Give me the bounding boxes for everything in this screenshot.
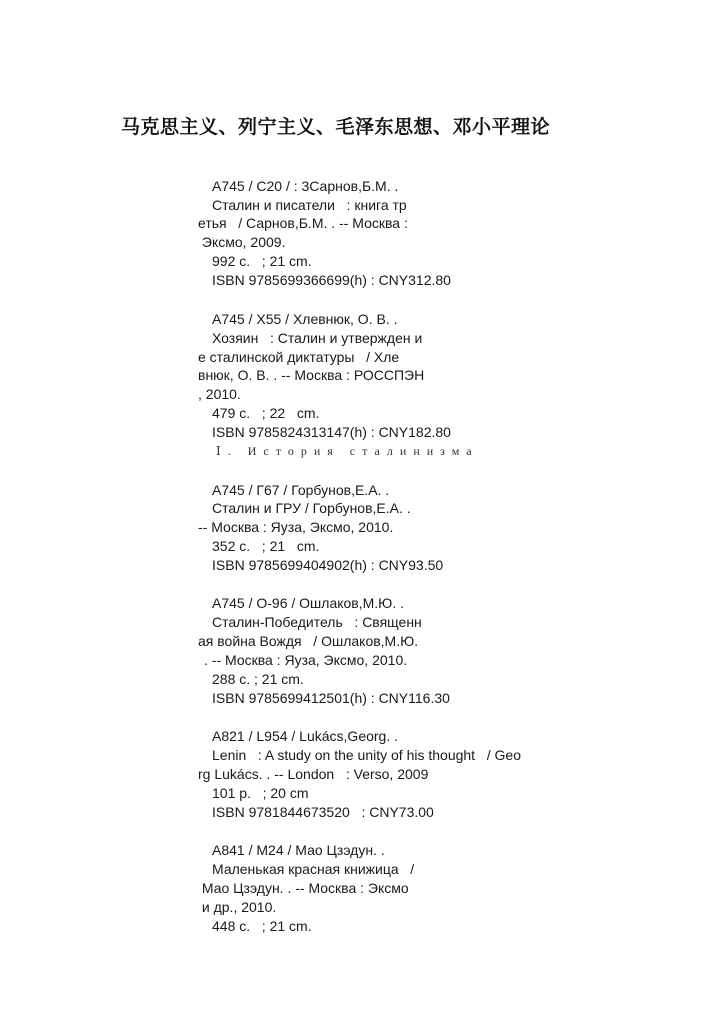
catalog-entry-isbn: ISBN 9785824313147(h) : CNY182.80: [212, 424, 451, 440]
catalog-entry-extent: 479 с. ; 22 cm.: [212, 405, 320, 421]
catalog-entry-title-cont: ая война Вождя / Ошлаков,М.Ю.: [198, 633, 419, 649]
catalog-entry-extent: 352 с. ; 21 cm.: [212, 538, 320, 554]
catalog-entry-isbn: ISBN 9785699404902(h) : CNY93.50: [212, 557, 444, 573]
catalog-entry-publisher: -- Москва : Яуза, Эксмо, 2010.: [198, 519, 394, 535]
catalog-entry-year: , 2010.: [198, 386, 241, 402]
catalog-entry-subject: Ⅰ. История сталинизма: [216, 444, 479, 458]
catalog-entry-title: Сталин и писатели : книга тр: [212, 197, 407, 213]
catalog-entry-extent: 992 с. ; 21 cm.: [212, 253, 312, 269]
catalog-entry-title-cont: етья / Сарнов,Б.М. . -- Москва :: [198, 215, 408, 231]
catalog-entry-author-publisher: внюк, О. В. . -- Москва : РОССПЭН: [198, 367, 425, 383]
catalog-entry-title: Сталин-Победитель : Священн: [212, 614, 422, 630]
catalog-entry-isbn: ISBN 9785699412501(h) : CNY116.30: [212, 690, 450, 706]
catalog-entry-title-cont: е сталинской диктатуры / Хле: [198, 349, 400, 365]
catalog-entry-publisher: Эксмо, 2009.: [198, 234, 286, 250]
catalog-entry-extent: 448 с. ; 21 cm.: [212, 918, 312, 934]
catalog-entry-author-publisher: Мао Цзэдун. . -- Москва : Эксмо: [198, 880, 409, 896]
catalog-entry-callnumber: A821 / L954 / Lukács,Georg. .: [212, 728, 399, 744]
catalog-entry-title: Хозяин : Сталин и утвержден и: [212, 330, 423, 346]
catalog-entry-isbn: ISBN 9781844673520 : CNY73.00: [212, 804, 434, 820]
catalog-entry-callnumber: A841 / M24 / Мао Цзэдун. .: [212, 842, 385, 858]
catalog-entry-callnumber: A745 / X55 / Хлевнюк, О. В. .: [212, 311, 398, 327]
catalog-entry-year: и др., 2010.: [198, 899, 277, 915]
catalog-entry-publisher: . -- Москва : Яуза, Эксмо, 2010.: [204, 652, 408, 668]
catalog-entry-title: Сталин и ГРУ / Горбунов,Е.А. .: [212, 500, 411, 516]
catalog-entry-isbn: ISBN 9785699366699(h) : CNY312.80: [212, 272, 451, 288]
catalog-entry-extent: 288 с. ; 21 cm.: [212, 671, 304, 687]
catalog-entry-callnumber: A745 / O-96 / Ошлаков,М.Ю. .: [212, 595, 404, 611]
page-title: 马克思主义、列宁主义、毛泽东思想、邓小平理论: [121, 116, 551, 138]
catalog-entry-title: Маленькая красная книжица /: [212, 861, 415, 877]
catalog-entry-callnumber: A745 / Г67 / Горбунов,Е.А. .: [212, 482, 390, 498]
catalog-entry-author-publisher: rg Lukács. . -- London : Verso, 2009: [198, 766, 429, 782]
catalog-entry-title: Lenin : A study on the unity of his thought / Geo: [212, 747, 521, 763]
catalog-entry-extent: 101 p. ; 20 cm: [212, 785, 309, 801]
catalog-entry-callnumber: A745 / C20 / : 3Сарнов,Б.М. .: [212, 178, 399, 194]
